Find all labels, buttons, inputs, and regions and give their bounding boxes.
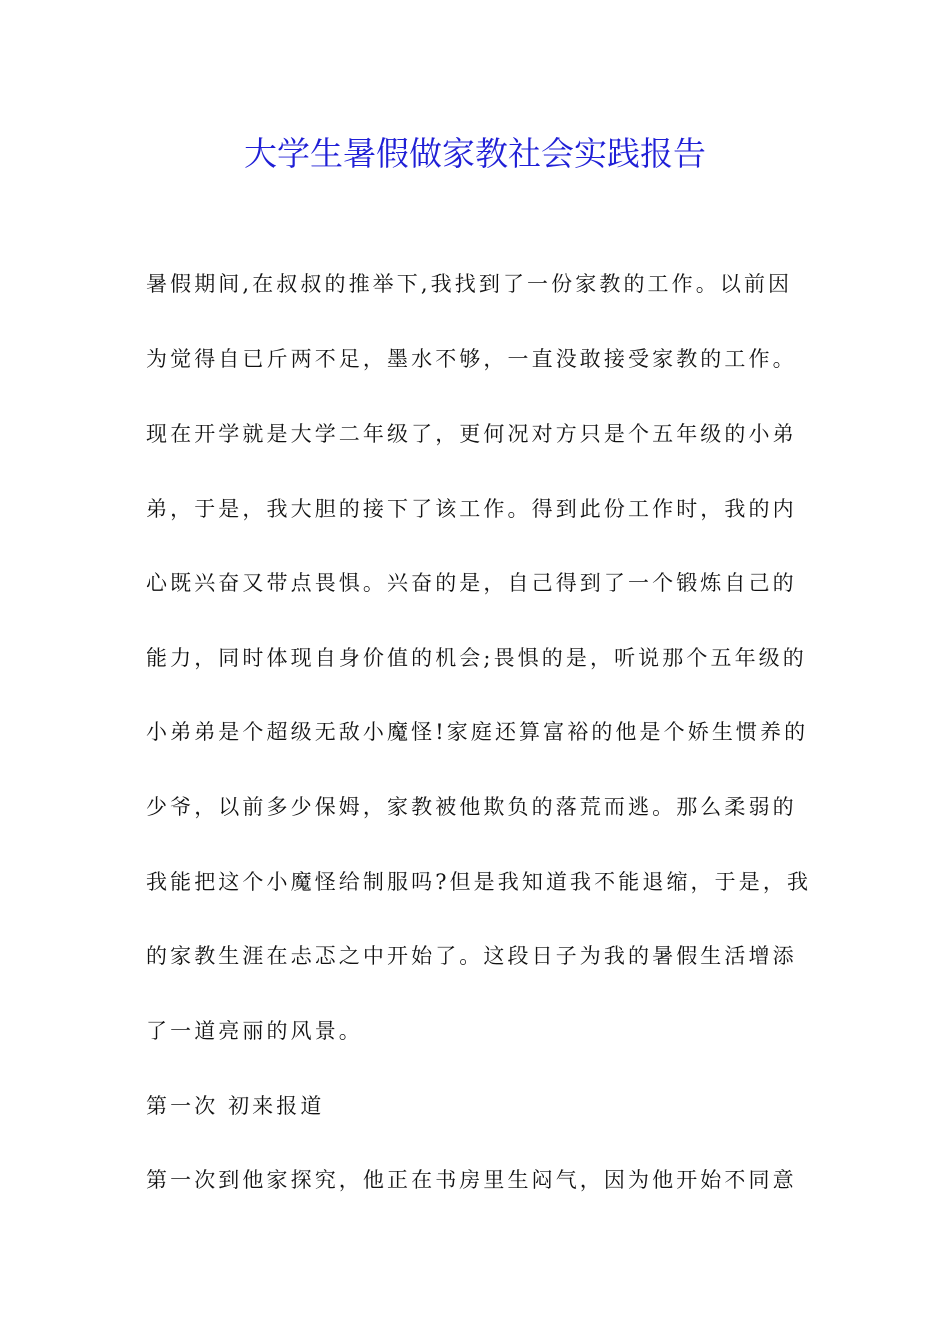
paragraph-line: 我能把这个小魔怪给制服吗?但是我知道我不能退缩，于是，我 [146, 870, 812, 894]
paragraph-line: 为觉得自已斤两不足，墨水不够，一直没敢接受家教的工作。 [146, 347, 797, 371]
paragraph-line: 第一次到他家探究，他正在书房里生闷气，因为他开始不同意 [146, 1168, 797, 1192]
document-title: 大学生暑假做家教社会实践报告 [244, 134, 706, 173]
paragraph-line: 了一道亮丽的风景。 [146, 1019, 363, 1043]
paragraph-line: 少爷，以前多少保姆，家教被他欺负的落荒而逃。那么柔弱的 [146, 795, 797, 819]
paragraph-line: 弟，于是，我大胆的接下了该工作。得到此份工作时，我的内 [146, 497, 797, 521]
section-heading: 第一次 初来报道 [146, 1094, 325, 1118]
paragraph-line: 心既兴奋又带点畏惧。兴奋的是，自己得到了一个锻炼自己的 [146, 571, 797, 595]
paragraph-line: 的家教生涯在忐忑之中开始了。这段日子为我的暑假生活增添 [146, 944, 797, 968]
paragraph-line: 小弟弟是个超级无敌小魔怪!家庭还算富裕的他是个娇生惯养的 [146, 720, 809, 744]
paragraph-line: 暑假期间,在叔叔的推举下,我找到了一份家教的工作。以前因 [146, 272, 793, 296]
paragraph-line: 现在开学就是大学二年级了，更何况对方只是个五年级的小弟 [146, 422, 797, 446]
paragraph-line: 能力，同时体现自身价值的机会;畏惧的是，听说那个五年级的 [146, 646, 807, 670]
